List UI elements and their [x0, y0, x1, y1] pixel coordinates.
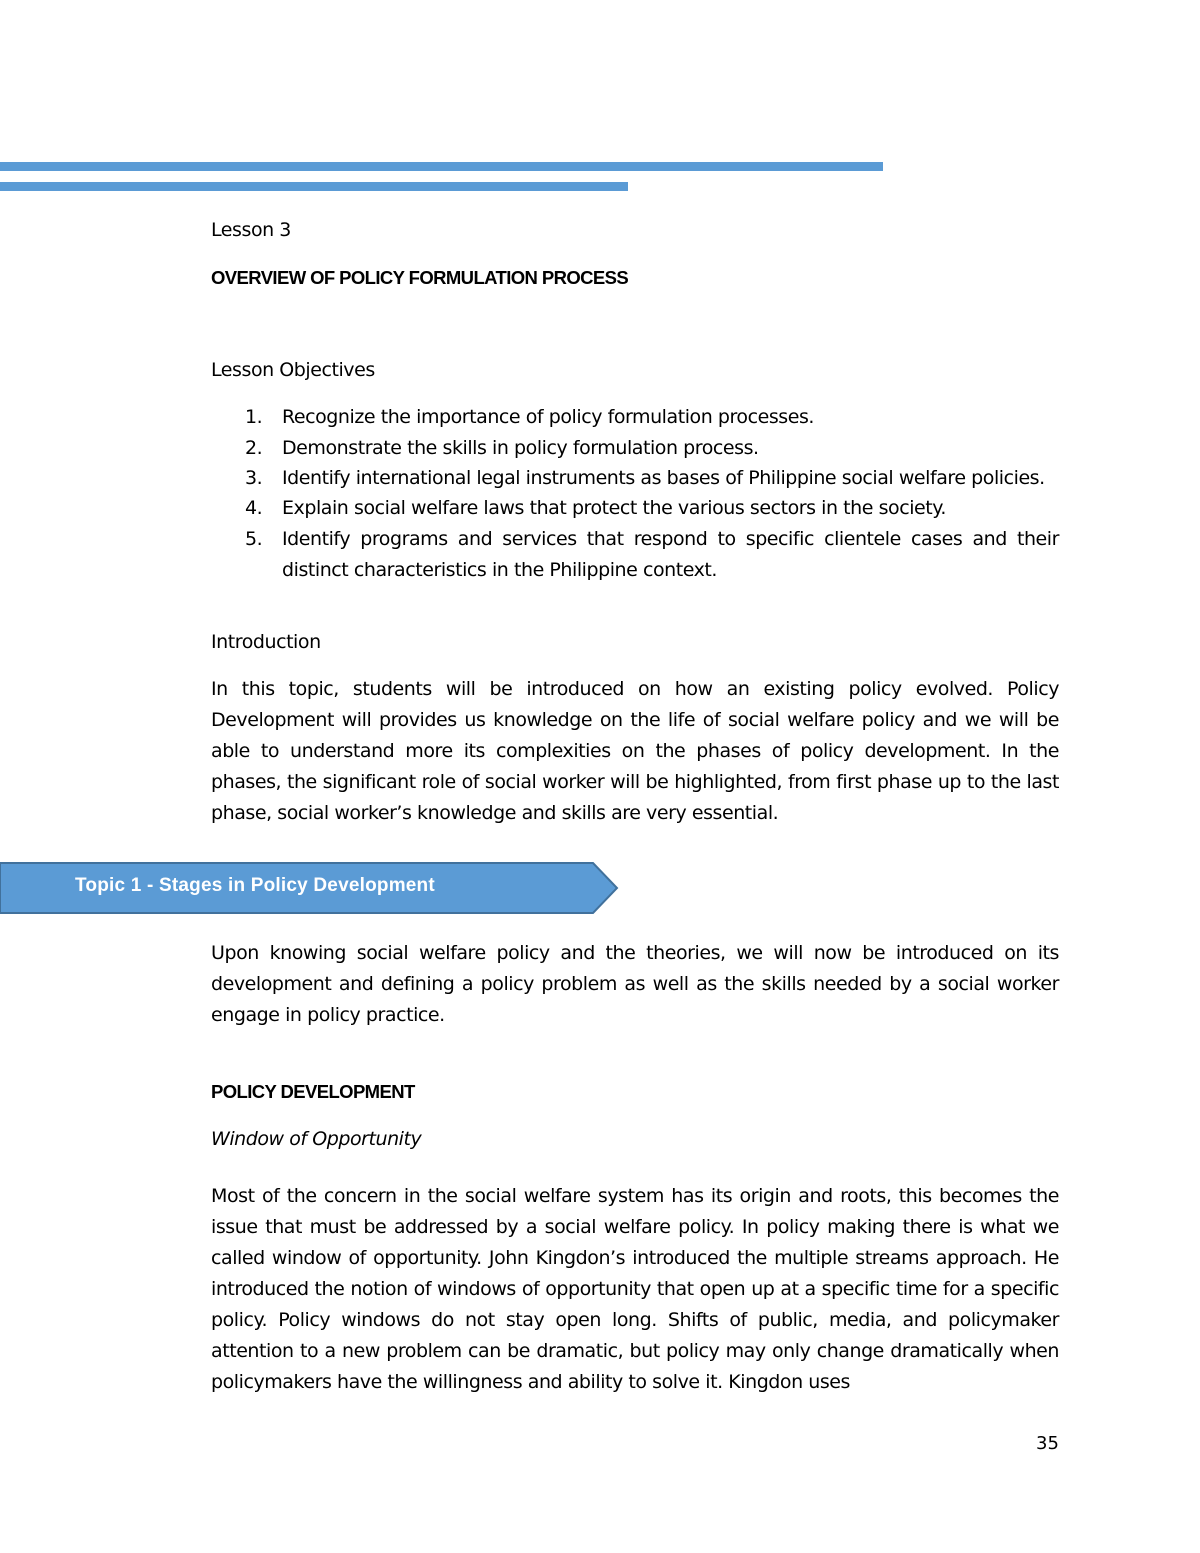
objective-item: 2. Demonstrate the skills in policy formulation process.	[245, 437, 759, 459]
introduction-heading: Introduction	[211, 631, 321, 653]
page-number: 35	[1036, 1433, 1059, 1454]
window-of-opportunity-subheading: Window of Opportunity	[211, 1128, 422, 1150]
topic-title: Topic 1 - Stages in Policy Development	[75, 875, 435, 896]
header-rule-short	[0, 182, 628, 191]
lesson-header	[211, 215, 1059, 293]
objective-item: 5. Identify programs and services that respond to specific clientele cases and their distinct characteristics in the Philippine context.	[245, 528, 1059, 581]
objective-item: 4. Explain social welfare laws that protect the various sectors in the society.	[245, 497, 946, 519]
objectives-section	[211, 355, 1059, 586]
introduction-body: In this topic, students will be introduced on how an existing policy evolved. Policy Development will provides us knowledge on the life of social welfare policy and we will be able to understand more its complexities on the phases of policy development. In the phases, the significant role of social worker will be highlighted, from first phase up to the last phase, social worker’s knowledge and skills are very essential.	[211, 678, 1059, 824]
objectives-heading: Lesson Objectives	[211, 359, 375, 381]
objective-item: 3. Identify international legal instruments as bases of Philippine social welfare policies.	[245, 467, 1045, 489]
policy-development-section	[211, 1076, 1059, 1398]
lesson-title: OVERVIEW OF POLICY FORMULATION PROCESS	[211, 267, 629, 288]
policy-development-body: Most of the concern in the social welfare system has its origin and roots, this becomes the issue that must be addressed by a social welfare policy. In policy making there is what we called window of opportunity. John Kingdon’s introduced the multiple streams approach. He introduced the notion of windows of opportunity that open up at a specific time for a specific policy. Policy windows do not stay open long. Shifts of public, media, and policymaker attention to a new problem can be dramatic, but policy may only change dramatically when policymakers have the willingness and ability to solve it. Kingdon uses	[211, 1185, 1059, 1393]
introduction-section	[211, 627, 1059, 829]
topic-banner	[0, 862, 620, 914]
policy-development-heading: POLICY DEVELOPMENT	[211, 1081, 415, 1102]
topic-intro	[211, 938, 1059, 1031]
topic-body: Upon knowing social welfare policy and the theories, we will now be introduced on its development and defining a policy problem as well as the skills needed by a social worker engage in policy practice.	[211, 942, 1059, 1026]
objectives-list	[211, 402, 1059, 586]
objective-item: 1. Recognize the importance of policy formulation processes.	[245, 406, 815, 428]
lesson-label: Lesson 3	[211, 219, 291, 241]
header-rule-long	[0, 162, 883, 171]
